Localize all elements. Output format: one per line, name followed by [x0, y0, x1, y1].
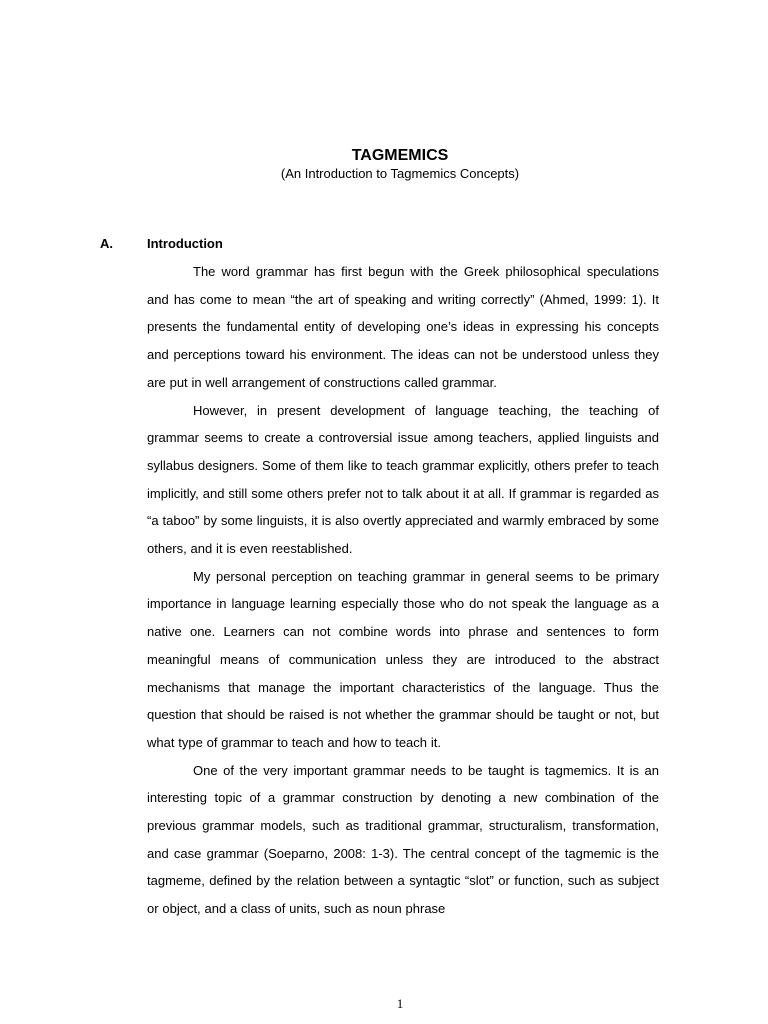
- page-number: 1: [396, 996, 404, 1011]
- section-heading: [100, 236, 223, 252]
- paragraph-2: However, in present development of language teaching, the teaching of grammar seems to create a controversial issue among teachers, applied linguists and syllabus designers. Some of them like to teach grammar explicitly, others prefer to teach implicitly, and still some others prefer not to talk about it at all. If grammar is regarded as “a taboo” by some linguists, it is also overtly appreciated and warmly embraced by some others, and it is even reestablished.: [147, 402, 659, 557]
- document-title: TAGMEMICS: [351, 147, 449, 164]
- section-letter: A.: [100, 236, 113, 251]
- document-subtitle: (An Introduction to Tagmemics Concepts): [280, 166, 520, 181]
- paragraph-3: My personal perception on teaching grammar in general seems to be primary importance in language learning especially those who do not speak the language as a native one. Learners can not combine words into phrase and sentences to form meaningful means of communication unless they are introduced to the abstract mechanisms that manage the important characteristics of the language. Thus the question that should be raised is not whether the grammar should be taught or not, but what type of grammar to teach and how to teach it.: [147, 568, 659, 750]
- paragraph-4: One of the very important grammar needs to be taught is tagmemics. It is an interesting topic of a grammar construction by denoting a new combination of the previous grammar models, such as traditional grammar, structuralism, transformation, and case grammar (Soeparno, 2008: 1-3). The central concept of the tagmemic is the tagmeme, defined by the relation between a syntagtic “slot” or function, such as subject or object, and a class of units, such as noun phrase: [147, 762, 659, 917]
- paragraph-1: The word grammar has first begun with the Greek philosophical speculations and has come to mean “the art of speaking and writing correctly” (Ahmed, 1999: 1). It presents the fundamental entity of developing one’s ideas in expressing his concepts and perceptions toward his environment. The ideas can not be understood unless they are put in well arrangement of constructions called grammar.: [147, 264, 659, 390]
- title-block: [0, 146, 768, 182]
- section-title: Introduction: [147, 236, 223, 251]
- body-text: [147, 258, 659, 923]
